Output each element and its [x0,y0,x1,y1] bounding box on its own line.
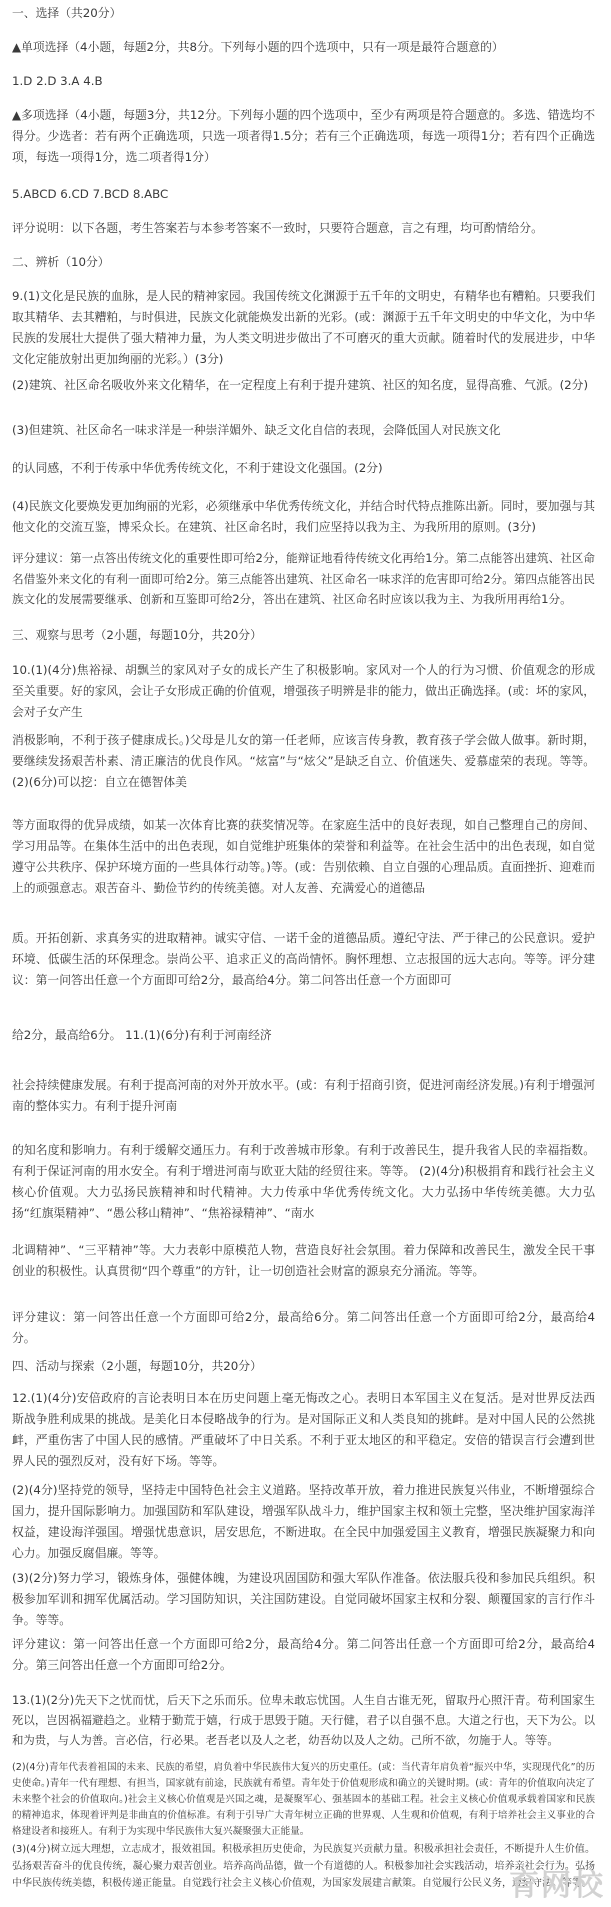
watermark-logo: 育网校 [509,1868,605,1903]
q13-part3: (3)(4分)树立远大理想，立志成才，报效祖国。积极承担历史使命，为民族复兴贡献力量。积极承担社会责任，不断提升人生价值。弘扬艰苦奋斗的优良传统，凝心聚力艰苦创业。培养高尚品德，做一个有道德的人。积极参加社会实践活动，培养亲社会行为。弘扬中华民族传统美德，积极传递正能量。自觉践行社会主义核心价值观，为国家发展建言献策。自觉履行公民义务，遵纪守法。等等。 [12,1844,595,1889]
q12-part3: (3)(2分)努力学习，锻炼身体，强健体魄，为建设巩固国防和强大军队作准备。依法服兵役和参加民兵组织。积极参加军训和拥军优属活动。学习国防知识，关注国防建设。自觉同破坏国家主权和分裂、颠覆国家的言行作斗争。等等。 [12,1571,595,1627]
q9-part1: 9.(1)文化是民族的血脉，是人民的精神家园。我国传统文化渊源于五千年的文明史，有精华也有糟粕。只要我们取其精华、去其糟粕，与时俱进，民族文化就能焕发出新的光彩。(或：渊源于五千年文明史的中华文化，为中华民族的发展壮大提供了强大精神力量，为人类文明进步做出了不可磨灭的重大贡献。随着时代的发展进步，中华文化定能放射出更加绚丽的光彩。）(3分) [12,289,595,366]
q11-part1: 社会持续健康发展。有利于提高河南的对外开放水平。(或：有利于招商引资，促进河南经济发展。)有利于增强河南的整体实力。有利于提升河南 [12,1078,595,1113]
section-heading-choice: 一、选择（共20分） [12,6,122,20]
q11-part2-cont: 北调精神”、“三平精神”等。大力表彰中原模范人物，营造良好社会氛围。着力保障和改善民生，激发全民干事创业的积极性。认真贯彻“四个尊重”的方针，让一切创造社会财富的源泉充分涌流。等等。 [12,1243,595,1278]
q9-part4: (4)民族文化要焕发更加绚丽的光彩，必须继承中华优秀传统文化，并结合时代特点推陈出新。同时，要加强与其他文化的交流互鉴，博采众长。在建筑、社区命名时，我们应坚持以我为主、为我所用的原则。(3分) [12,499,595,534]
q9-part3: (3)但建筑、社区命名一味求洋是一种崇洋媚外、缺乏文化自信的表现，会降低国人对民族文化 [12,423,501,437]
single-choice-instruction: ▲单项选择（4小题，每题2分，共8分。下列每小题的四个选项中，只有一项是最符合题意的） [12,40,504,54]
q12-scoring: 评分建议：第一问答出任意一个方面即可给2分，最高给4分。第二问答出任意一个方面即可给2分，最高给4分。第三问答出任意一个方面即可给2分。 [12,1637,595,1672]
q9-part3-cont: 的认同感，不利于传承中华优秀传统文化，不利于建设文化强国。(2分) [12,461,383,475]
q10-part1-cont: 消极影响，不利于孩子健康成长。)父母是儿女的第一任老师，应该言传身教，教育孩子学会做人做事。新时期，要继续发扬艰苦朴素、清正廉洁的优良作风。“炫富”与“炫父”是缺乏自立、价值迷失、爱慕虚荣的表现。等等。 (2)(6分)可以挖：自立在德智体美 [12,733,595,789]
q11-part1-cont: 的知名度和影响力。有利于缓解交通压力。有利于改善城市形象。有利于改善民生，提升我省人民的幸福指数。有利于保证河南的用水安全。有利于增进河南与欧亚大陆的经贸往来。等等。 (2)(4分)积极捐育和践行社会主义核心价值观。大力弘扬民族精神和时代精神。大力传承中华优秀传统文化。大力弘扬中华传统美德。大力弘扬“红旗渠精神”、“愚公移山精神”、“焦裕禄精神”、“南水 [12,1143,595,1220]
q13-part2: (2)(4分)青年代表着祖国的未来、民族的希望，肩负着中华民族伟大复兴的历史重任。(或：当代青年肩负着“振兴中华，实现现代化”的历史使命。)青年一代有理想、有担当，国家就有前途，民族就有希望。青年处于价值观形成和确立的关键时期。(或：青年的价值取向决定了未来整个社会的价值取向。)社会主义核心价值观是兴国之魂，是凝聚军心、强基固本的基础工程。社会主义核心价值观承载着国家和民族的精神追求，体现着评判是非曲直的价值标准。有利于引导广大青年树立正确的世界观、人生观和价值观，有利于培养社会主义事业的合格建设者和接班人。有利于为实现中华民族伟大复兴凝聚强大正能量。 [12,1762,595,1838]
q10-scoring-q11-start: 给2分，最高给6分。 11.(1)(6分)有利于河南经济 [12,1028,272,1042]
single-choice-answers: 1.D 2.D 3.A 4.B [12,74,103,88]
multi-choice-answers: 5.ABCD 6.CD 7.BCD 8.ABC [12,187,169,201]
q12-part1: 12.(1)(4分)安倍政府的言论表明日本在历史问题上毫无悔改之心。表明日本军国主义在复活。是对世界反法西斯战争胜利成果的挑战。是美化日本侵略战争的行为。是对国际正义和人类良知的挑衅。是对中国人民的公然挑衅，严重伤害了中国人民的感情。严重破坏了中日关系。不利于亚太地区的和平稳定。安倍的错误言行会遭到世界人民的强烈反对，没有好下场。等等。 [12,1391,595,1468]
q10-part2-cont: 质。开拓创新、求真务实的进取精神。诚实守信、一诺千金的道德品质。遵纪守法、严于律己的公民意识。爱护环境、低碳生活的环保理念。崇尚公平、追求正义的高尚情怀。胸怀理想、立志报国的远大志向。等等。评分建议：第一问答出任意一个方面即可给2分，最高给4分。第二问答出任意一个方面即可 [12,931,595,987]
multi-choice-instruction: ▲多项选择（4小题，每题3分，共12分。下列每小题的四个选项中，至少有两项是符合题意的。多选、错选均不得分。少选者：若有两个正确选项，只选一项者得1.5分；若有三个正确选项，每选一项得1分；若有四个正确选项，每选一项得1分，选二项者得1分） [12,108,595,164]
scoring-note: 评分说明：以下各题，考生答案若与本参考答案不一致时，只要符合题意，言之有理，均可酌情给分。 [12,221,543,235]
q12-part2: (2)(4分)坚持党的领导，坚持走中国特色社会主义道路。坚持改革开放，着力推进民族复兴伟业，不断增强综合国力，提升国际影响力。加强国防和军队建设，增强军队战斗力，维护国家主权和领土完整，坚决维护国家海洋权益，建设海洋强国。增强忧患意识，居安思危，不断进取。在全民中加强爱国主义教育，增强民族凝聚力和向心力。加强反腐倡廉。等等。 [12,1483,595,1560]
q13-part1: 13.(1)(2分)先天下之忧而忧，后天下之乐而乐。位卑未敢忘忧国。人生自古谁无死，留取丹心照汗青。苟利国家生死以，岂因祸福避趋之。业精于勤荒于嬉，行成于思毁于随。天行健，君子以自强不息。大道之行也，天下为公。以和为贵，与人为善。言必信，行必果。老吾老以及人之老，幼吾幼以及人之幼。己所不欲，勿施于人。等等。 [12,1693,595,1748]
q10-part2: 等方面取得的优异成绩，如某一次体育比赛的获奖情况等。在家庭生活中的良好表现，如自己整理自己的房间、学习用品等。在集体生活中的出色表现，如自觉维护班集体的荣誉和利益等。在社会生活中的出色表现，如自觉遵守公共秩序、保护环境方面的一些具体行动等。)等。(或：告别依赖、自立自强的心理品质。直面挫折、迎难而上的顽强意志。艰苦奋斗、勤俭节约的传统美德。对人友善、充满爱心的道德品 [12,818,595,895]
section-heading-observe: 三、观察与思考（2小题，每题10分，共20分） [12,628,262,642]
section-heading-activity: 四、活动与探索（2小题，每题10分，共20分） [12,1359,262,1373]
q11-scoring: 评分建议：第一问答出任意一个方面即可给2分，最高给6分。第二问答出任意一个方面即可给2分，最高给4分。 [12,1310,595,1345]
q9-part2: (2)建筑、社区命名吸收外来文化精华，在一定程度上有利于提升建筑、社区的知名度，显得高雅、气派。(2分) [12,378,589,392]
section-heading-analysis: 二、辨析（10分） [12,255,110,269]
q9-scoring: 评分建议：第一点答出传统文化的重要性即可给2分，能辩证地看待传统文化再给1分。第二点能答出建筑、社区命名借鉴外来文化的有利一面即可给2分。第三点能答出建筑、社区命名一味求洋的危害即可给2分。第四点能答出民族文化的发展需要继承、创新和互鉴即可给2分，答出在建筑、社区命名时应该以我为主、为我所用再给1分。 [12,551,595,607]
q10-part1: 10.(1)(4分)焦裕禄、胡飘兰的家风对子女的成长产生了积极影响。家风对一个人的行为习惯、价值观念的形成至关重要。好的家风，会让子女形成正确的价值观，增强孩子明辨是非的能力，做出正确选择。(或：坏的家风，会对子女产生 [12,663,595,719]
